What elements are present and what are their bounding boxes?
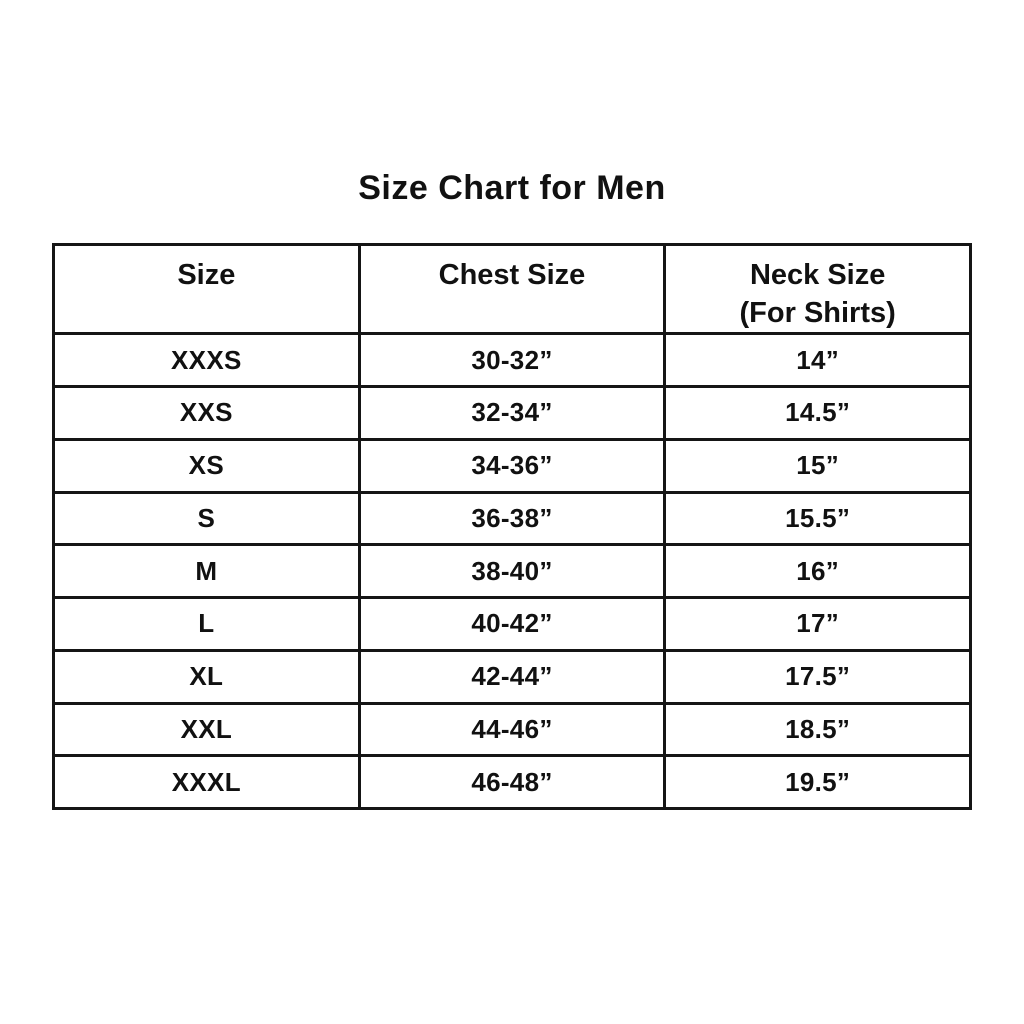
- table-row-xl: [54, 650, 971, 703]
- size-chart-table: [52, 243, 972, 810]
- table-body: [54, 334, 971, 809]
- cell-size: L: [54, 598, 360, 651]
- table-row-xxs: [54, 387, 971, 440]
- table-row-s: [54, 492, 971, 545]
- header-cell-chest-size: Chest Size: [359, 245, 665, 334]
- cell-size: XL: [54, 650, 360, 703]
- cell-size: XXXS: [54, 334, 360, 387]
- table-header: [54, 245, 971, 334]
- header-cell-size: Size: [54, 245, 360, 334]
- cell-chest: 40-42”: [359, 598, 665, 651]
- cell-chest: 30-32”: [359, 334, 665, 387]
- cell-size: XXXL: [54, 756, 360, 809]
- table-row-l: [54, 598, 971, 651]
- cell-neck: 17”: [665, 598, 971, 651]
- cell-size: XXS: [54, 387, 360, 440]
- header-cell-neck-size: [665, 245, 971, 334]
- table-row-xs: [54, 439, 971, 492]
- cell-chest: 44-46”: [359, 703, 665, 756]
- cell-chest: 34-36”: [359, 439, 665, 492]
- cell-size: XXL: [54, 703, 360, 756]
- cell-neck: 15.5”: [665, 492, 971, 545]
- cell-size: XS: [54, 439, 360, 492]
- table-row-xxxs: [54, 334, 971, 387]
- page-title: Size Chart for Men: [358, 169, 666, 207]
- table-row-xxxl: [54, 756, 971, 809]
- cell-size: S: [54, 492, 360, 545]
- cell-chest: 42-44”: [359, 650, 665, 703]
- cell-chest: 46-48”: [359, 756, 665, 809]
- cell-neck: 19.5”: [665, 756, 971, 809]
- table-row-xxl: [54, 703, 971, 756]
- cell-neck: 16”: [665, 545, 971, 598]
- table-row-m: [54, 545, 971, 598]
- header-neck-size-sublabel: (For Shirts): [739, 296, 896, 329]
- cell-chest: 36-38”: [359, 492, 665, 545]
- header-neck-size-label: Neck Size: [749, 259, 886, 291]
- cell-chest: 32-34”: [359, 387, 665, 440]
- cell-size: M: [54, 545, 360, 598]
- cell-neck: 15”: [665, 439, 971, 492]
- cell-chest: 38-40”: [359, 545, 665, 598]
- cell-neck: 14”: [665, 334, 971, 387]
- cell-neck: 17.5”: [665, 650, 971, 703]
- table-header-row: [54, 245, 971, 334]
- cell-neck: 14.5”: [665, 387, 971, 440]
- cell-neck: 18.5”: [665, 703, 971, 756]
